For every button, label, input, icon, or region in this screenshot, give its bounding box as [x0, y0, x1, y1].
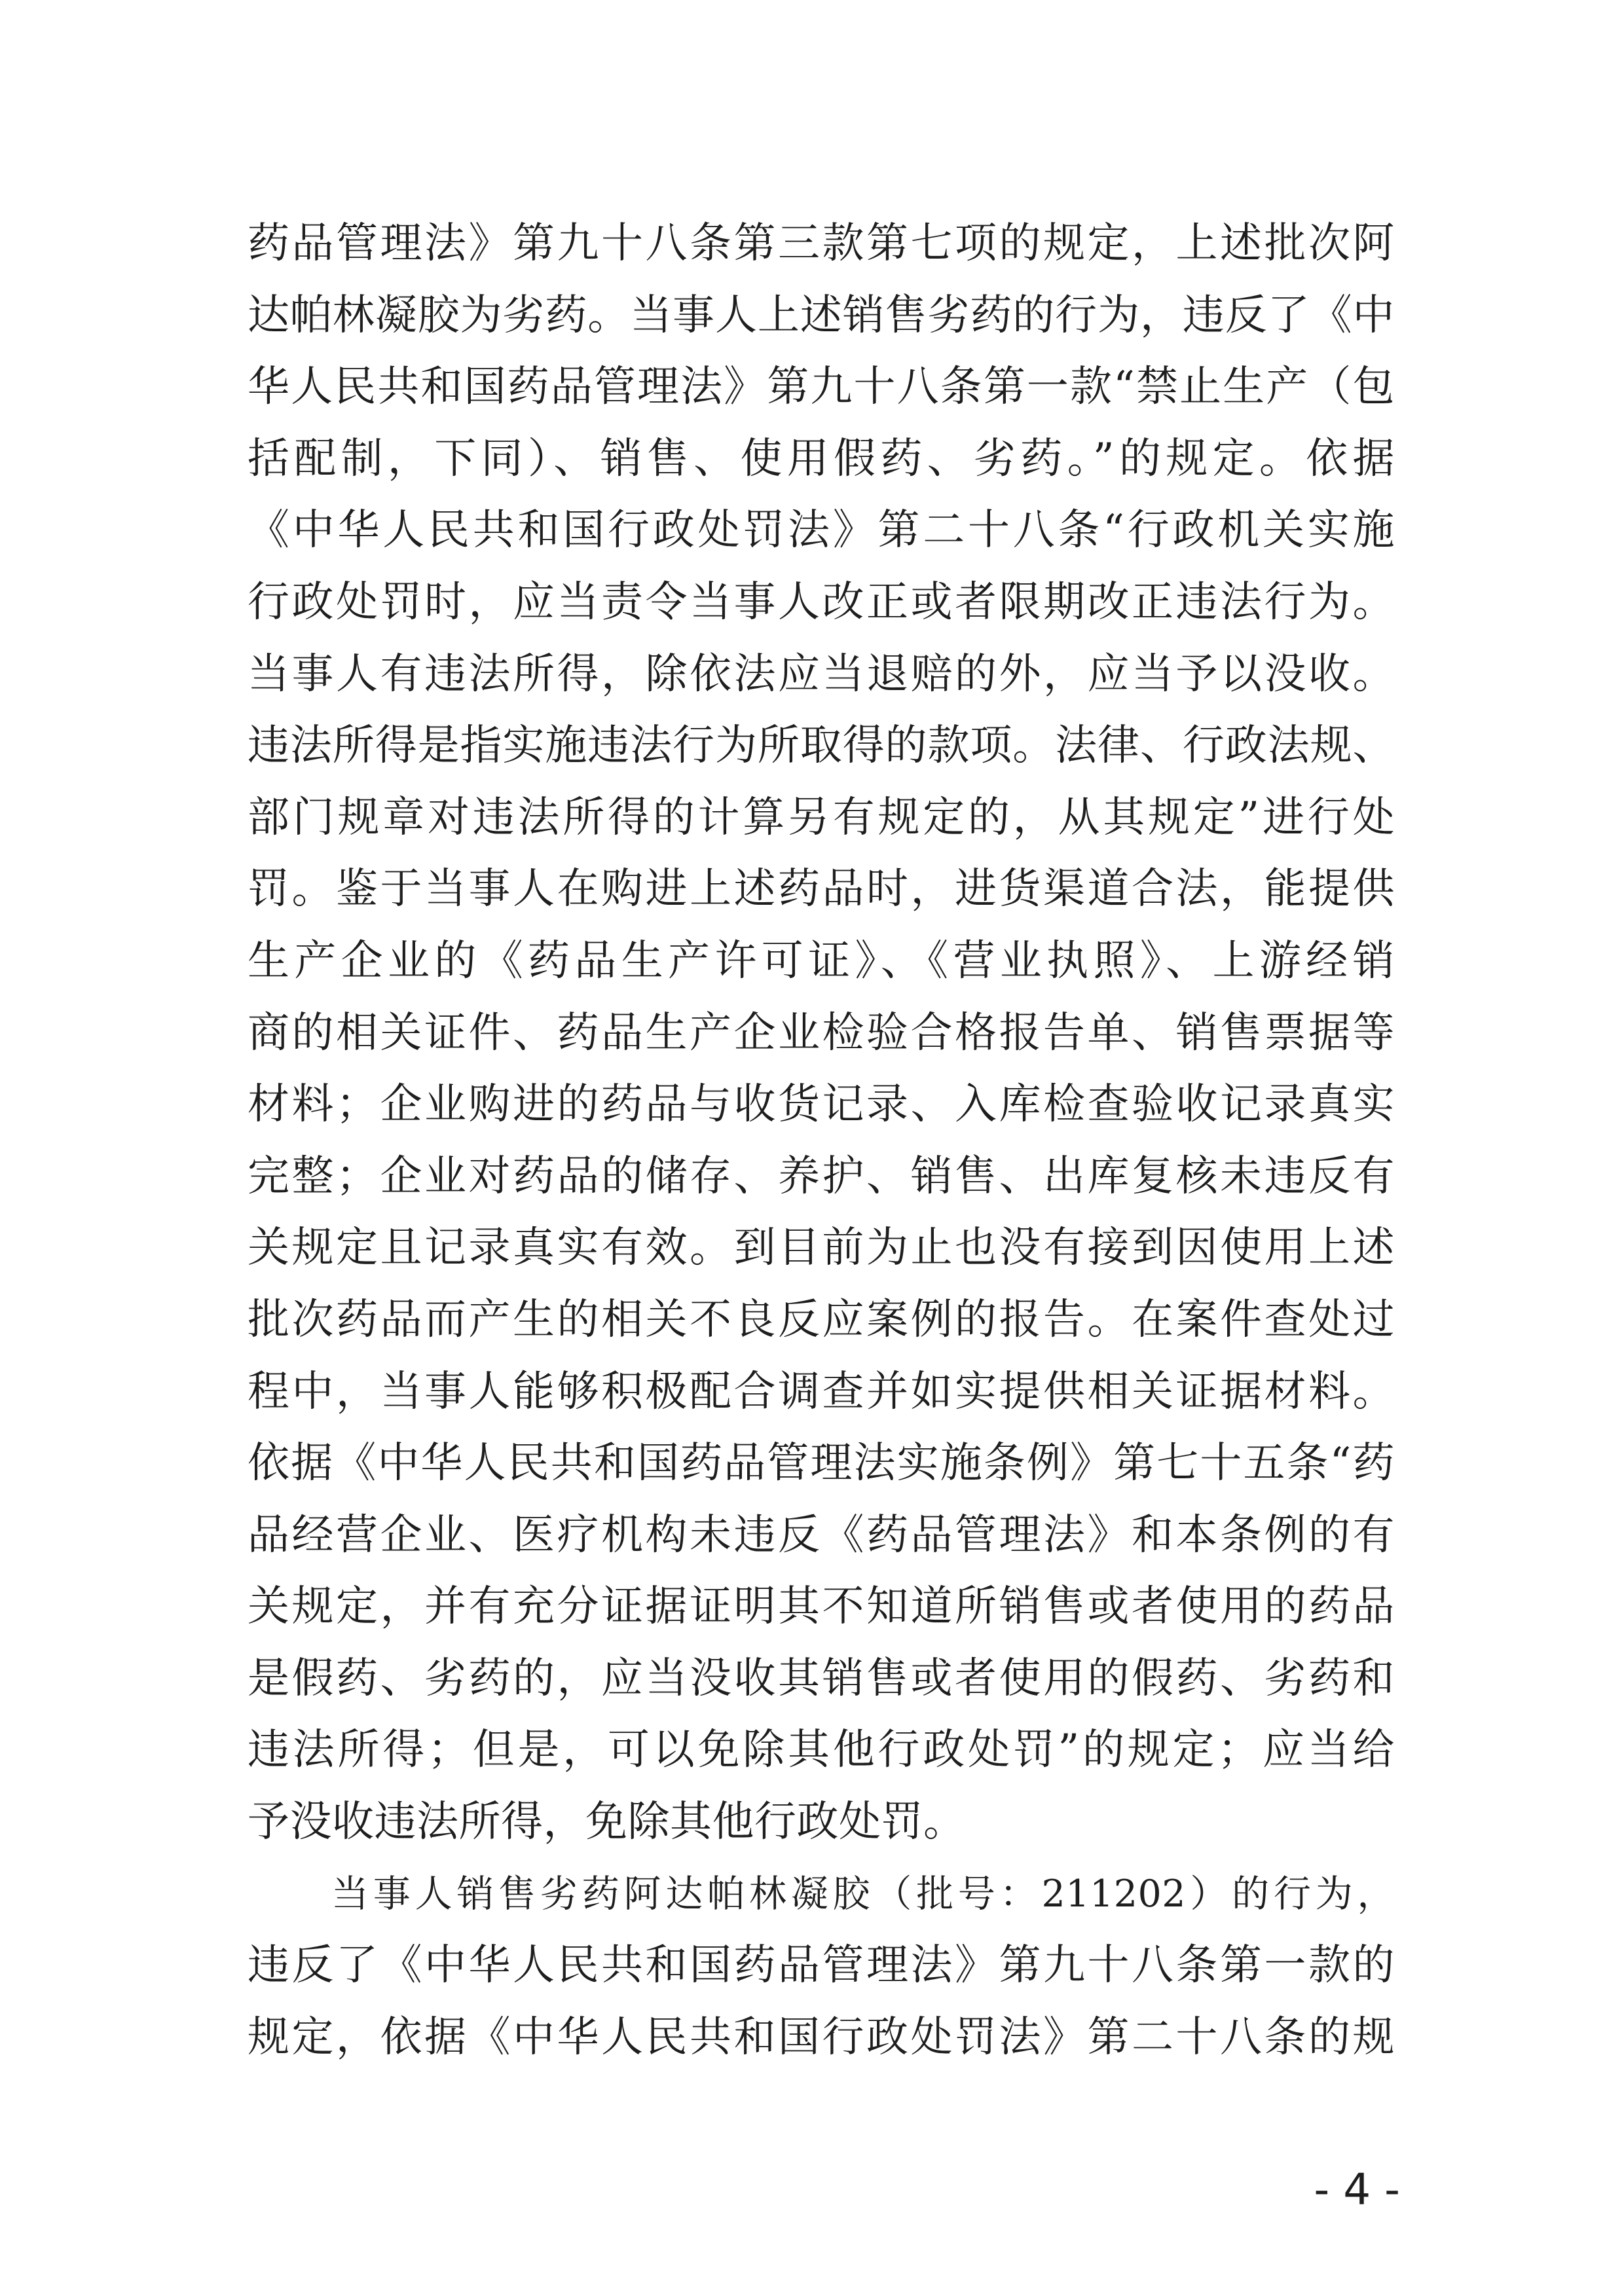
- text-line: 当事人有违法所得，除依法应当退赔的外，应当予以没收。: [248, 649, 1395, 699]
- paragraph-2: [248, 1859, 1395, 2074]
- text-line: 依据《中华人民共和国药品管理法实施条例》第七十五条“药: [248, 1439, 1395, 1488]
- text-line: 违反了《中华人民共和国药品管理法》第九十八条第一款的: [248, 1941, 1395, 1990]
- text-line: 商的相关证件、药品生产企业检验合格报告单、销售票据等: [248, 1008, 1395, 1057]
- text-line: 关规定，并有充分证据证明其不知道所销售或者使用的药品: [248, 1582, 1395, 1631]
- text-line: 部门规章对违法所得的计算另有规定的，从其规定”进行处: [248, 793, 1395, 842]
- paragraph-1: [248, 208, 1395, 1859]
- text-line: 行政处罚时，应当责令当事人改正或者限期改正违法行为。: [248, 577, 1395, 627]
- text-line: 批次药品而产生的相关不良反应案例的报告。在案件查处过: [248, 1295, 1395, 1344]
- text-line: 品经营企业、医疗机构未违反《药品管理法》和本条例的有: [248, 1510, 1395, 1559]
- text-line: 是假药、劣药的，应当没收其销售或者使用的假药、劣药和: [248, 1654, 1395, 1703]
- text-line: 规定，依据《中华人民共和国行政处罚法》第二十八条的规: [248, 2013, 1395, 2062]
- document-body: [248, 208, 1395, 2073]
- text-line: 括配制，下同）、销售、使用假药、劣药。”的规定。依据: [248, 434, 1395, 483]
- text-line: 生产企业的《药品生产许可证》、《营业执照》、上游经销: [248, 936, 1395, 985]
- text-line: 药品管理法》第九十八条第三款第七项的规定，上述批次阿: [248, 219, 1395, 268]
- text-line: 关规定且记录真实有效。到目前为止也没有接到因使用上述: [248, 1224, 1395, 1273]
- page-number: - 4 -: [1314, 2164, 1400, 2215]
- text-line: 达帕林凝胶为劣药。当事人上述销售劣药的行为，违反了《中: [248, 291, 1395, 340]
- text-line: 华人民共和国药品管理法》第九十八条第一款“禁止生产（包: [248, 363, 1395, 412]
- text-line: 予没收违法所得，免除其他行政处罚。: [248, 1798, 966, 1847]
- text-line: 《中华人民共和国行政处罚法》第二十八条“行政机关实施: [248, 506, 1395, 555]
- text-line: 违法所得；但是，可以免除其他行政处罚”的规定；应当给: [248, 1726, 1395, 1775]
- text-line: 完整；企业对药品的储存、养护、销售、出库复核未违反有: [248, 1152, 1395, 1201]
- text-line: 材料；企业购进的药品与收货记录、入库检查验收记录真实: [248, 1080, 1395, 1129]
- text-line: 当事人销售劣药阿达帕林凝胶（批号：211202）的行为，: [331, 1872, 1395, 1916]
- text-line: 罚。鉴于当事人在购进上述药品时，进货渠道合法，能提供: [248, 865, 1395, 914]
- text-line: 程中，当事人能够积极配合调查并如实提供相关证据材料。: [248, 1367, 1395, 1416]
- text-line: 违法所得是指实施违法行为所取得的款项。法律、行政法规、: [248, 721, 1395, 771]
